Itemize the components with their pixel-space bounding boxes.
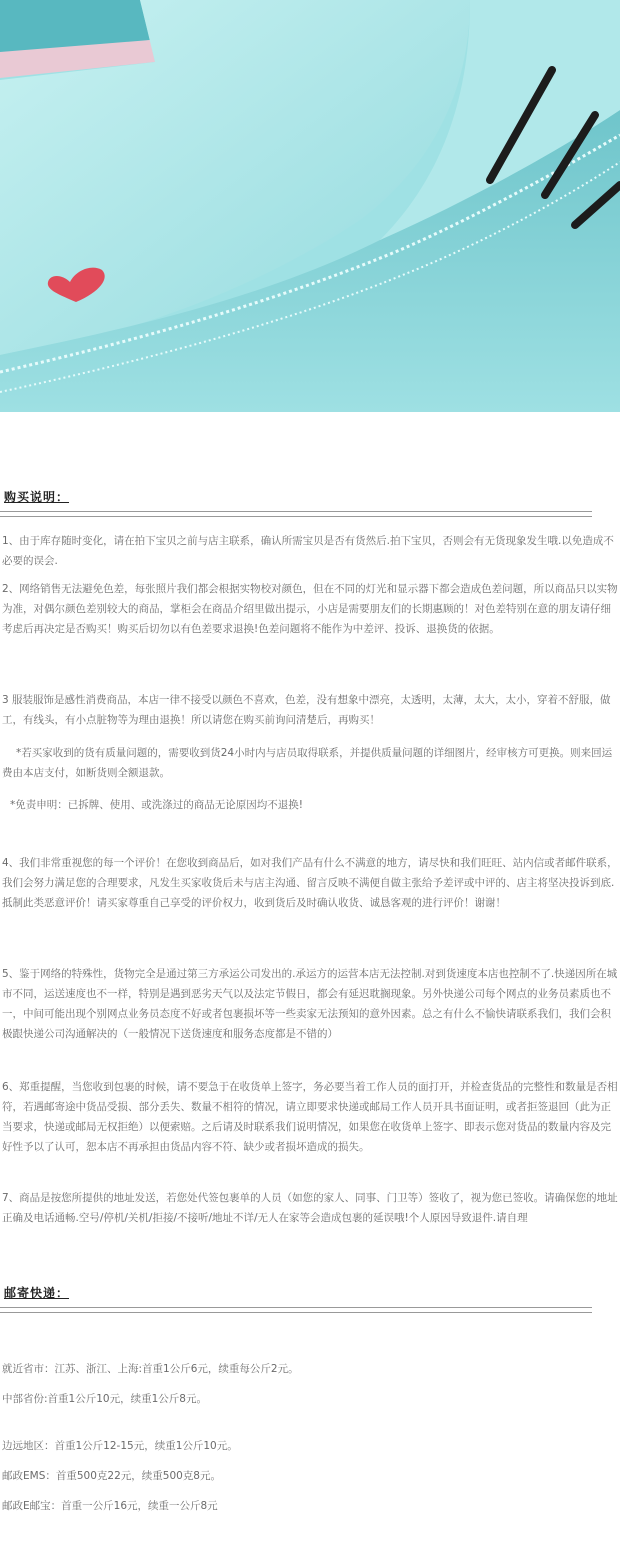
divider — [0, 511, 592, 517]
shipping-line: 邮政E邮宝：首重一公斤16元，续重一公斤8元 — [2, 1500, 218, 1512]
purchase-paragraph-5: 5、鉴于网络的特殊性，货物完全是通过第三方承运公司发出的.承运方的运营本店无法控制.对到货速度本店也控制不了.快递因所在城市不同，运送速度也不一样，特别是遇到恶劣天气以及法定节假日，都会有延迟耽搁现象。另外快递公司每个网点的业务员素质也不一，中间可能出现个别网点业务员态度不好或者包裹损坏等一些卖家无法预知的意外因素。总之有什么不愉快请联系我们，我们会积极跟快递公司沟通解决的（一般情况下送货速度和服务态度都是不错的） — [2, 968, 618, 1040]
product-photo — [0, 0, 620, 412]
purchase-paragraph-7: 7、商品是按您所提供的地址发送，若您处代签包裹单的人员（如您的家人、同事、门卫等）签收了，视为您已签收。请确保您的地址正确及电话通畅.空号/停机/关机/拒接/不接听/地址不详/无人在家等会造成包裹的延误哦!个人原因导致退件.请自理 — [2, 1192, 618, 1224]
purchase-title: 购买说明： — [4, 490, 70, 504]
purchase-paragraph-1: 1、由于库存随时变化，请在拍下宝贝之前与店主联系，确认所需宝贝是否有货然后.拍下宝贝，否则会有无货现象发生哦.以免造成不必要的误会. — [2, 535, 614, 567]
shipping-line: 邮政EMS：首重500克22元，续重500克8元。 — [2, 1470, 221, 1482]
shipping-line: 就近省市：江苏、浙江、上海:首重1公斤6元，续重每公斤2元。 — [2, 1363, 299, 1375]
purchase-paragraph-6: 6、郑重提醒，当您收到包裹的时候，请不要急于在收货单上签字，务必要当着工作人员的面打开，并检查货品的完整性和数量是否相符，若遇邮寄途中货品受损、部分丢失、数量不相符的情况，请立即要求快递或邮局工作人员开具书面证明，或者拒签退回（此为正当要求，快递或邮局无权拒绝）以便索赔。之后请及时联系我们说明情况，如果您在收货单上签字、即表示您对货品的数量内容及完好性予以了认可，恕本店不再承担由货品内容不符、缺少或者损坏造成的损失。 — [2, 1081, 618, 1153]
shipping-line: 边远地区：首重1公斤12-15元，续重1公斤10元。 — [2, 1440, 238, 1452]
purchase-paragraph-2: 2、网络销售无法避免色差，每张照片我们都会根据实物校对颜色，但在不同的灯光和显示器下都会造成色差问题，所以商品只以实物为准，对偶尔颜色差别较大的商品，掌柜会在商品介绍里做出提示，小店是需要朋友们的长期惠顾的！对色差特别在意的朋友请仔细考虑后再决定是否购买！购买后切勿以有色差要求退换!色差问题将不能作为中差评、投诉、退换货的依据。 — [2, 583, 618, 635]
purchase-note-disclaimer: *免责申明：已拆牌、使用、或洗涤过的商品无论原因均不退换! — [10, 799, 303, 811]
purchase-note-quality: *若买家收到的货有质量问题的，需要收到货24小时内与店员取得联系，并提供质量问题的详细图片，经审核方可更换。则来回运费由本店支付，如断货则全额退款。 — [2, 747, 613, 779]
shipping-line: 中部省份:首重1公斤10元，续重1公斤8元。 — [2, 1393, 207, 1405]
purchase-paragraph-3: 3 服装服饰是感性消费商品，本店一律不接受以颜色不喜欢，色差，没有想象中漂亮，太透明，太薄，太大，太小，穿着不舒服，做工，有线头，有小点脏物等为理由退换！所以请您在购买前询问清楚后，再购买！ — [2, 694, 611, 726]
divider — [0, 1307, 592, 1313]
purchase-paragraph-4: 4、我们非常重视您的每一个评价！在您收到商品后，如对我们产品有什么不满意的地方，请尽快和我们旺旺、站内信或者邮件联系，我们会努力满足您的合理要求，凡发生买家收货后未与店主沟通、留言反映不满便自做主张给予差评或中评的、店主将坚决投诉到底.抵制此类恶意评价！请买家尊重自己享受的评价权力，收到货后及时确认收货、诚恳客观的进行评价！谢谢！ — [2, 857, 618, 909]
shipping-title: 邮寄快递： — [4, 1286, 70, 1300]
product-photo-art — [0, 0, 620, 412]
